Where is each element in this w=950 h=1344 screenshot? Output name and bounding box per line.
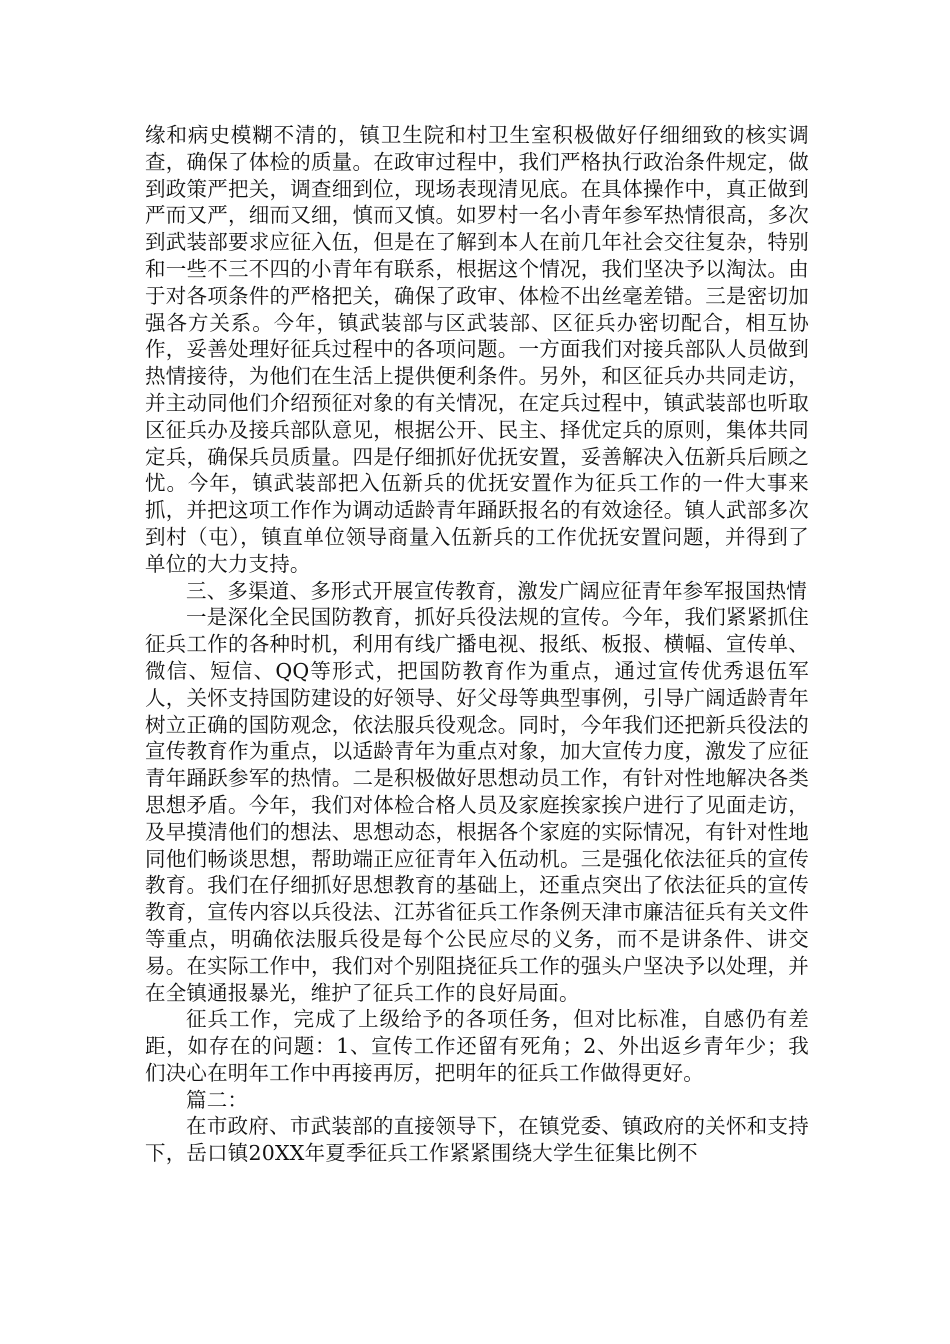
paragraph-1: 缘和病史模糊不清的，镇卫生院和村卫生室积极做好仔细细致的核实调查，确保了体检的质量。在政审过程中，我们严格执行政治条件规定，做到政策严把关，调查细到位，现场表现清见底。在具体操作中，真正做到严而又严，细而又细，慎而又慎。如罗村一名小青年参军热情很高，多次到武装部要求应征入伍，但是在了解到本人在前几年社会交往复杂，特别和一些不三不四的小青年有联系，根据这个情况，我们坚决予以淘汰。由于对各项条件的严格把关，确保了政审、体检不出丝毫差错。三是密切加强各方关系。今年，镇武装部与区武装部、区征兵办密切配合，相互协作，妥善处理好征兵过程中的各项问题。一方面我们对接兵部队人员做到热情接待，为他们在生活上提供便利条件。另外，和区征兵办共同走访，并主动同他们介绍预征对象的有关情况，在定兵过程中，镇武装部也听取区征兵办及接兵部队意见，根据公开、民主、择优定兵的原则，集体共同定兵，确保兵员质量。四是仔细抓好优抚安置，妥善解决入伍新兵后顾之忧。今年，镇武装部把入伍新兵的优抚安置作为征兵工作的一件大事来抓，并把这项工作作为调动适龄青年踊跃报名的有效途径。镇人武部多次到村（屯），镇直单位领导商量入伍新兵的工作优抚安置问题，并得到了单位的大力支持。 [145, 123, 809, 576]
section-heading-3: 三、多渠道、多形式开展宣传教育，激发广阔应征青年参军报国热情 [186, 578, 807, 603]
document-page [145, 122, 809, 1167]
part-heading-2: 篇二： [186, 1087, 249, 1112]
paragraph-3: 征兵工作，完成了上级给予的各项任务，但对比标准，自感仍有差距，如存在的问题：1、宣传工作还留有死角；2、外出返乡青年少；我们决心在明年工作中再接再厉，把明年的征兵工作做得更好。 [145, 1007, 809, 1085]
paragraph-4: 在市政府、市武装部的直接领导下，在镇党委、镇政府的关怀和支持下，岳口镇20XX年夏季征兵工作紧紧围绕大学生征集比例不 [145, 1114, 809, 1166]
paragraph-2: 一是深化全民国防教育，抓好兵役法规的宣传。今年，我们紧紧抓住征兵工作的各种时机，利用有线广播电视、报纸、板报、横幅、宣传单、微信、短信、QQ等形式，把国防教育作为重点，通过宣传优秀退伍军人，关怀支持国防建设的好领导、好父母等典型事例，引导广阔适龄青年树立正确的国防观念，依法服兵役观念。同时，今年我们还把新兵役法的宣传教育作为重点，以适龄青年为重点对象，加大宣传力度，激发了应征青年踊跃参军的热情。二是积极做好思想动员工作，有针对性地解决各类思想矛盾。今年，我们对体检合格人员及家庭挨家挨户进行了见面走访，及早摸清他们的想法、思想动态，根据各个家庭的实际情况，有针对性地同他们畅谈思想，帮助端正应征青年入伍动机。三是强化依法征兵的宣传教育。我们在仔细抓好思想教育的基础上，还重点突出了依法征兵的宣传教育，宣传内容以兵役法、江苏省征兵工作条例天津市廉洁征兵有关文件等重点，明确依法服兵役是每个公民应尽的义务，而不是讲条件、讲交易。在实际工作中，我们对个别阻挠征兵工作的强头户坚决予以处理，并在全镇通报暴光，维护了征兵工作的良好局面。 [145, 605, 809, 1005]
